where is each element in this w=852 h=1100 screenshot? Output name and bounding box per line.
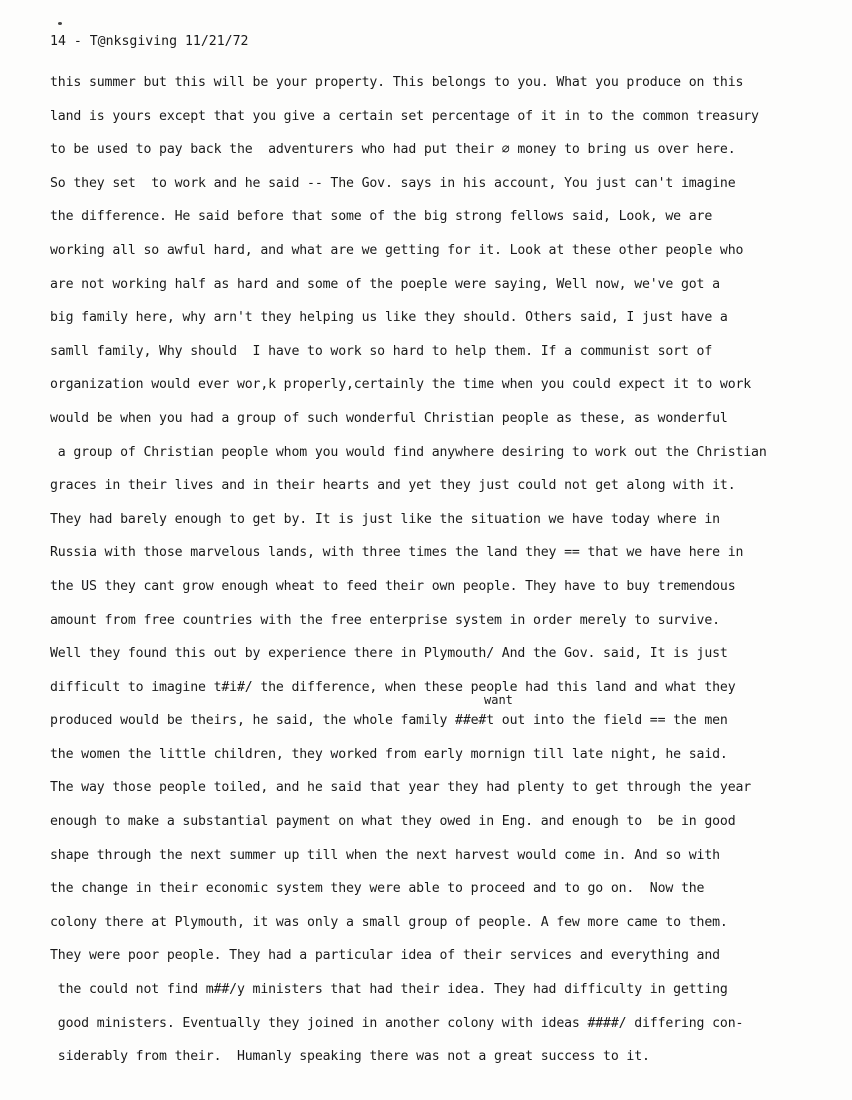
text-line: a group of Christian people whom you would find anywhere desiring to work out the Christian [50,444,767,460]
text-line: They were poor people. They had a particular idea of their services and everything and [50,948,720,964]
ink-speck [58,22,62,25]
text-line: working all so awful hard, and what are we getting for it. Look at these other people who [50,242,744,258]
text-line: to be used to pay back the adventurers who had put their ∅ money to bring us over here. [50,142,736,158]
text-line: would be when you had a group of such wonderful Christian people as these, as wonderful [50,410,728,426]
text-line: amount from free countries with the free enterprise system in order merely to survive. [50,612,720,628]
typed-text-body [50,66,830,1074]
text-line: enough to make a substantial payment on what they owed in Eng. and enough to be in good [50,814,736,830]
text-line: shape through the next summer up till when the next harvest would come in. And so with [50,847,720,863]
text-line: are not working half as hard and some of the poeple were saying, Well now, we've got a [50,276,720,292]
text-line: the difference. He said before that some of the big strong fellows said, Look, we are [50,209,713,225]
text-line: siderably from their. Humanly speaking there was not a great success to it. [50,1049,650,1065]
text-line: land is yours except that you give a certain set percentage of it in to the common treasury [50,108,759,124]
text-line: difficult to imagine t#i#/ the difference, when these people had this land and what they [50,679,736,695]
text-line: the could not find m##/y ministers that had their idea. They had difficulty in getting [50,982,728,998]
text-line: Well they found this out by experience there in Plymouth/ And the Gov. said, It is just [50,646,728,662]
text-line: organization would ever wor,k properly,certainly the time when you could expect it to work [50,377,752,393]
page-header: 14 - T@nksgiving 11/21/72 [50,34,249,49]
interlinear-correction: want [484,693,513,707]
text-line: big family here, why arn't they helping us like they should. Others said, I just have a [50,310,728,326]
text-line: the change in their economic system they were able to proceed and to go on. Now the [50,881,705,897]
text-line: the women the little children, they worked from early mornign till late night, he said. [50,746,728,762]
text-line: the US they cant grow enough wheat to feed their own people. They have to buy tremendous [50,578,736,594]
text-line: colony there at Plymouth, it was only a small group of people. A few more came to them. [50,914,728,930]
text-line: Russia with those marvelous lands, with three times the land they == that we have here in [50,545,744,561]
text-line: this summer but this will be your property. This belongs to you. What you produce on this [50,75,744,90]
text-line: So they set to work and he said -- The Gov. says in his account, You just can't imagine [50,175,736,191]
text-line: graces in their lives and in their hearts and yet they just could not get along with it. [50,478,736,494]
text-line: The way those people toiled, and he said that year they had plenty to get through the year [50,780,752,796]
text-line: produced would be theirs, he said, the whole family ##e#t out into the field == the men [50,713,728,729]
text-line: They had barely enough to get by. It is just like the situation we have today where in [50,511,720,527]
text-line: good ministers. Eventually they joined in another colony with ideas ####/ differing con- [50,1015,744,1031]
text-line: samll family, Why should I have to work so hard to help them. If a communist sort of [50,343,713,359]
